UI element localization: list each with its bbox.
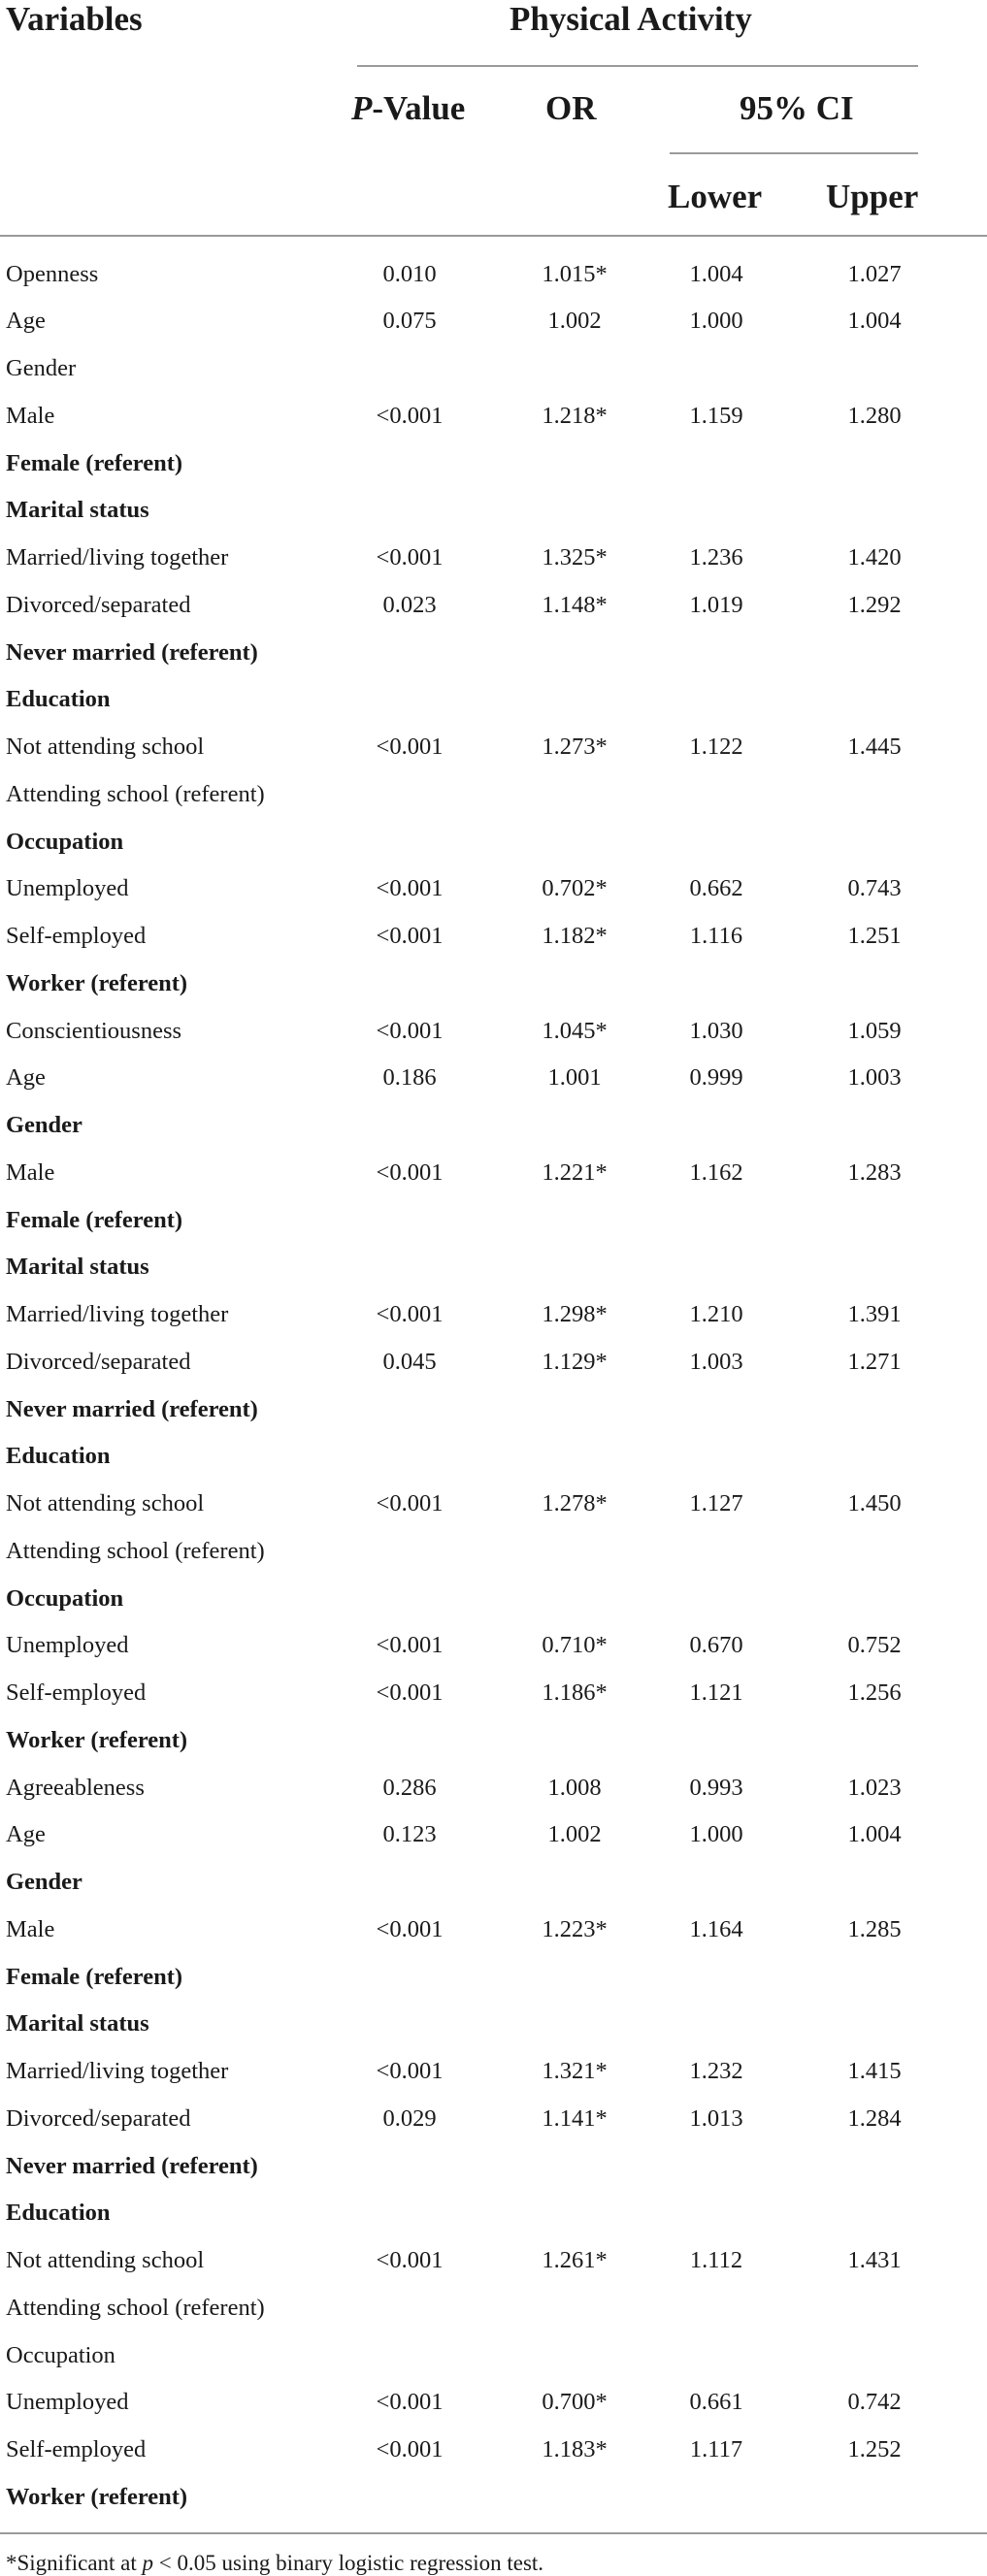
table-row <box>0 1054 987 1101</box>
table-row <box>0 2378 987 2426</box>
table-row <box>0 1101 987 1149</box>
p-value-cell: <0.001 <box>376 923 444 949</box>
variable-cell: Married/living together <box>6 544 229 571</box>
variable-cell: Gender <box>6 1869 82 1895</box>
table-row <box>0 1621 987 1669</box>
table-row <box>0 2142 987 2190</box>
ci-lower-cell: 1.000 <box>689 308 743 335</box>
p-value-cell: <0.001 <box>376 402 444 429</box>
p-value-cell: 0.123 <box>382 1821 437 1848</box>
ci-upper-cell: 1.271 <box>847 1348 902 1375</box>
or-cell: 1.148* <box>542 591 608 618</box>
variable-cell: Age <box>6 1064 46 1092</box>
or-cell: 1.002 <box>547 1821 602 1848</box>
table-row <box>0 486 987 534</box>
variable-cell: Never married (referent) <box>6 638 258 666</box>
variable-cell: Never married (referent) <box>6 1395 258 1422</box>
variable-cell: Education <box>6 686 111 713</box>
variable-cell: Age <box>6 308 46 335</box>
variable-cell: Female (referent) <box>6 449 183 476</box>
ci-upper-cell: 1.004 <box>847 1821 902 1848</box>
table-row <box>0 1149 987 1196</box>
or-cell: 1.261* <box>542 2247 608 2273</box>
ci-upper-cell: 1.450 <box>847 1490 902 1516</box>
ci-lower-cell: 0.993 <box>689 1774 743 1801</box>
variable-cell: Self-employed <box>6 2436 147 2462</box>
table-row <box>0 1810 987 1858</box>
table-row <box>0 344 987 392</box>
table-row <box>0 392 987 440</box>
table-row <box>0 2189 987 2236</box>
table-row <box>0 2000 987 2047</box>
ci-lower-cell: 1.236 <box>689 544 743 571</box>
table-row <box>0 723 987 770</box>
variable-cell: Divorced/separated <box>6 591 191 618</box>
or-cell: 1.218* <box>542 402 608 429</box>
variable-cell: Age <box>6 1821 46 1848</box>
table-row <box>0 629 987 676</box>
variable-cell: Male <box>6 1915 55 1942</box>
ci-lower-cell: 0.670 <box>689 1632 743 1659</box>
variable-cell: Marital status <box>6 1254 149 1281</box>
ci-upper-cell: 0.742 <box>847 2389 902 2416</box>
variable-cell: Gender <box>6 1112 82 1138</box>
p-value-cell: 0.186 <box>382 1064 437 1092</box>
header-lower: Lower <box>668 178 763 215</box>
variable-cell: Agreeableness <box>6 1774 145 1801</box>
p-value-cell: <0.001 <box>376 2247 444 2273</box>
variable-cell: Never married (referent) <box>6 2152 258 2179</box>
table-row <box>0 440 987 487</box>
header-rule-bottom <box>0 235 987 237</box>
ci-upper-cell: 1.256 <box>847 1679 902 1706</box>
header-upper: Upper <box>826 178 919 215</box>
header-95-ci: 95% CI <box>740 89 854 127</box>
table-row <box>0 2047 987 2095</box>
ci-lower-cell: 1.003 <box>689 1348 743 1375</box>
variable-cell: Married/living together <box>6 1301 229 1327</box>
p-value-cell: <0.001 <box>376 1915 444 1942</box>
variable-cell: Not attending school <box>6 2247 205 2273</box>
variable-cell: Attending school (referent) <box>6 2294 265 2321</box>
variable-cell: Education <box>6 2200 111 2227</box>
footnote-suffix: < 0.05 using binary logistic regression test. <box>153 2551 544 2575</box>
or-cell: 1.045* <box>542 1017 608 1044</box>
variable-cell: Gender <box>6 355 77 381</box>
header-rule-ci <box>670 152 918 154</box>
ci-upper-cell: 1.420 <box>847 544 902 571</box>
variable-cell: Female (referent) <box>6 1963 183 1990</box>
p-value-cell: <0.001 <box>376 2389 444 2416</box>
variable-cell: Worker (referent) <box>6 969 188 996</box>
or-cell: 1.182* <box>542 923 608 949</box>
header-rule-group <box>357 65 918 67</box>
table-row <box>0 1953 987 2001</box>
ci-lower-cell: 1.127 <box>689 1490 743 1516</box>
variable-cell: Worker (referent) <box>6 1726 188 1753</box>
variable-cell: Self-employed <box>6 1679 147 1706</box>
ci-upper-cell: 1.023 <box>847 1774 902 1801</box>
variable-cell: Male <box>6 402 55 429</box>
table-row <box>0 534 987 581</box>
variable-cell: Attending school (referent) <box>6 780 265 807</box>
header-variables: Variables <box>6 0 143 38</box>
p-value-cell: 0.045 <box>382 1348 437 1375</box>
variable-cell: Unemployed <box>6 2389 129 2416</box>
table-row <box>0 912 987 960</box>
footnote <box>6 2551 543 2576</box>
ci-lower-cell: 1.122 <box>689 734 743 760</box>
ci-lower-cell: 1.013 <box>689 2104 743 2132</box>
table-row <box>0 1716 987 1764</box>
ci-lower-cell: 0.662 <box>689 875 743 902</box>
table-row <box>0 581 987 629</box>
p-value-cell: 0.010 <box>382 260 437 287</box>
variable-cell: Unemployed <box>6 875 129 902</box>
ci-upper-cell: 1.003 <box>847 1064 902 1092</box>
or-cell: 1.141* <box>542 2104 608 2132</box>
or-cell: 1.298* <box>542 1301 608 1327</box>
p-value-cell: 0.023 <box>382 591 437 618</box>
or-cell: 1.002 <box>547 308 602 335</box>
table-row <box>0 297 987 344</box>
variable-cell: Female (referent) <box>6 1206 183 1233</box>
ci-lower-cell: 1.117 <box>689 2436 743 2462</box>
ci-upper-cell: 0.743 <box>847 875 902 902</box>
p-value-cell: <0.001 <box>376 544 444 571</box>
ci-upper-cell: 1.004 <box>847 308 902 335</box>
table-row <box>0 2236 987 2284</box>
table-row <box>0 960 987 1007</box>
table-row <box>0 1906 987 1953</box>
variable-cell: Attending school (referent) <box>6 1537 265 1564</box>
p-value-cell: <0.001 <box>376 875 444 902</box>
header-physical-activity: Physical Activity <box>510 0 752 38</box>
p-value-cell: 0.286 <box>382 1774 437 1801</box>
variable-cell: Married/living together <box>6 2058 229 2084</box>
table-row <box>0 1527 987 1575</box>
variable-cell: Occupation <box>6 828 124 855</box>
footnote-p: p <box>142 2551 154 2575</box>
ci-upper-cell: 1.431 <box>847 2247 902 2273</box>
table-row <box>0 770 987 818</box>
variable-cell: Divorced/separated <box>6 1348 191 1375</box>
or-cell: 1.186* <box>542 1679 608 1706</box>
or-cell: 1.015* <box>542 260 608 287</box>
or-cell: 0.710* <box>542 1632 608 1659</box>
table-row <box>0 1243 987 1290</box>
or-cell: 1.129* <box>542 1348 608 1375</box>
footnote-prefix: *Significant at <box>6 2551 143 2575</box>
header-p-value <box>351 89 465 128</box>
p-value-cell: <0.001 <box>376 2058 444 2084</box>
variable-cell: Divorced/separated <box>6 2104 191 2132</box>
variable-cell: Male <box>6 1158 55 1186</box>
table-row <box>0 2331 987 2379</box>
table-row <box>0 1764 987 1811</box>
p-value-cell: <0.001 <box>376 1632 444 1659</box>
ci-lower-cell: 1.121 <box>689 1679 743 1706</box>
ci-lower-cell: 1.030 <box>689 1017 743 1044</box>
ci-upper-cell: 1.059 <box>847 1017 902 1044</box>
table-row <box>0 818 987 865</box>
table-row <box>0 2284 987 2331</box>
ci-upper-cell: 1.292 <box>847 591 902 618</box>
ci-upper-cell: 1.391 <box>847 1301 902 1327</box>
or-cell: 0.700* <box>542 2389 608 2416</box>
header-p-rest: -Value <box>372 89 466 127</box>
or-cell: 1.183* <box>542 2436 608 2462</box>
variable-cell: Education <box>6 1443 111 1470</box>
ci-upper-cell: 0.752 <box>847 1632 902 1659</box>
header-or: OR <box>545 89 597 127</box>
table-row <box>0 1669 987 1716</box>
or-cell: 1.321* <box>542 2058 608 2084</box>
ci-lower-cell: 1.162 <box>689 1158 743 1186</box>
or-cell: 1.223* <box>542 1915 608 1942</box>
ci-upper-cell: 1.280 <box>847 402 902 429</box>
ci-upper-cell: 1.252 <box>847 2436 902 2462</box>
ci-lower-cell: 1.232 <box>689 2058 743 2084</box>
variable-cell: Occupation <box>6 2341 115 2368</box>
ci-lower-cell: 0.661 <box>689 2389 743 2416</box>
ci-lower-cell: 1.116 <box>689 923 743 949</box>
ci-upper-cell: 1.445 <box>847 734 902 760</box>
variable-cell: Marital status <box>6 2010 149 2038</box>
table-row <box>0 1290 987 1338</box>
p-value-cell: <0.001 <box>376 1679 444 1706</box>
table-row <box>0 1858 987 1906</box>
table-bottom-rule <box>0 2532 987 2534</box>
ci-lower-cell: 1.112 <box>689 2247 743 2273</box>
ci-lower-cell: 1.159 <box>689 402 743 429</box>
table-row <box>0 2426 987 2473</box>
variable-cell: Marital status <box>6 497 149 524</box>
table-row <box>0 2095 987 2142</box>
table-row <box>0 675 987 723</box>
p-value-cell: <0.001 <box>376 2436 444 2462</box>
p-value-cell: <0.001 <box>376 1490 444 1516</box>
variable-cell: Occupation <box>6 1584 124 1612</box>
ci-upper-cell: 1.284 <box>847 2104 902 2132</box>
or-cell: 1.325* <box>542 544 608 571</box>
p-value-cell: 0.029 <box>382 2104 437 2132</box>
or-cell: 1.221* <box>542 1158 608 1186</box>
ci-upper-cell: 1.027 <box>847 260 902 287</box>
variable-cell: Not attending school <box>6 734 205 760</box>
table-row <box>0 864 987 912</box>
table-row <box>0 1432 987 1480</box>
variable-cell: Openness <box>6 260 99 287</box>
p-value-cell: 0.075 <box>382 308 437 335</box>
variable-cell: Self-employed <box>6 923 147 949</box>
or-cell: 1.273* <box>542 734 608 760</box>
p-value-cell: <0.001 <box>376 734 444 760</box>
ci-upper-cell: 1.415 <box>847 2058 902 2084</box>
ci-upper-cell: 1.283 <box>847 1158 902 1186</box>
ci-lower-cell: 0.999 <box>689 1064 743 1092</box>
p-value-cell: <0.001 <box>376 1158 444 1186</box>
table-row <box>0 1575 987 1622</box>
ci-lower-cell: 1.210 <box>689 1301 743 1327</box>
header-p-italic: P <box>351 89 373 127</box>
table-row <box>0 1338 987 1386</box>
variable-cell: Conscientiousness <box>6 1017 182 1044</box>
ci-lower-cell: 1.004 <box>689 260 743 287</box>
p-value-cell: <0.001 <box>376 1301 444 1327</box>
table-row <box>0 1386 987 1433</box>
or-cell: 1.008 <box>547 1774 602 1801</box>
ci-upper-cell: 1.251 <box>847 923 902 949</box>
ci-lower-cell: 1.000 <box>689 1821 743 1848</box>
or-cell: 0.702* <box>542 875 608 902</box>
table-row <box>0 250 987 298</box>
table-row <box>0 1196 987 1244</box>
variable-cell: Unemployed <box>6 1632 129 1659</box>
table-row <box>0 2473 987 2521</box>
p-value-cell: <0.001 <box>376 1017 444 1044</box>
ci-lower-cell: 1.019 <box>689 591 743 618</box>
ci-lower-cell: 1.164 <box>689 1915 743 1942</box>
ci-upper-cell: 1.285 <box>847 1915 902 1942</box>
variable-cell: Not attending school <box>6 1490 205 1516</box>
or-cell: 1.001 <box>547 1064 602 1092</box>
table-row <box>0 1007 987 1055</box>
or-cell: 1.278* <box>542 1490 608 1516</box>
table-row <box>0 1480 987 1527</box>
variable-cell: Worker (referent) <box>6 2483 188 2510</box>
